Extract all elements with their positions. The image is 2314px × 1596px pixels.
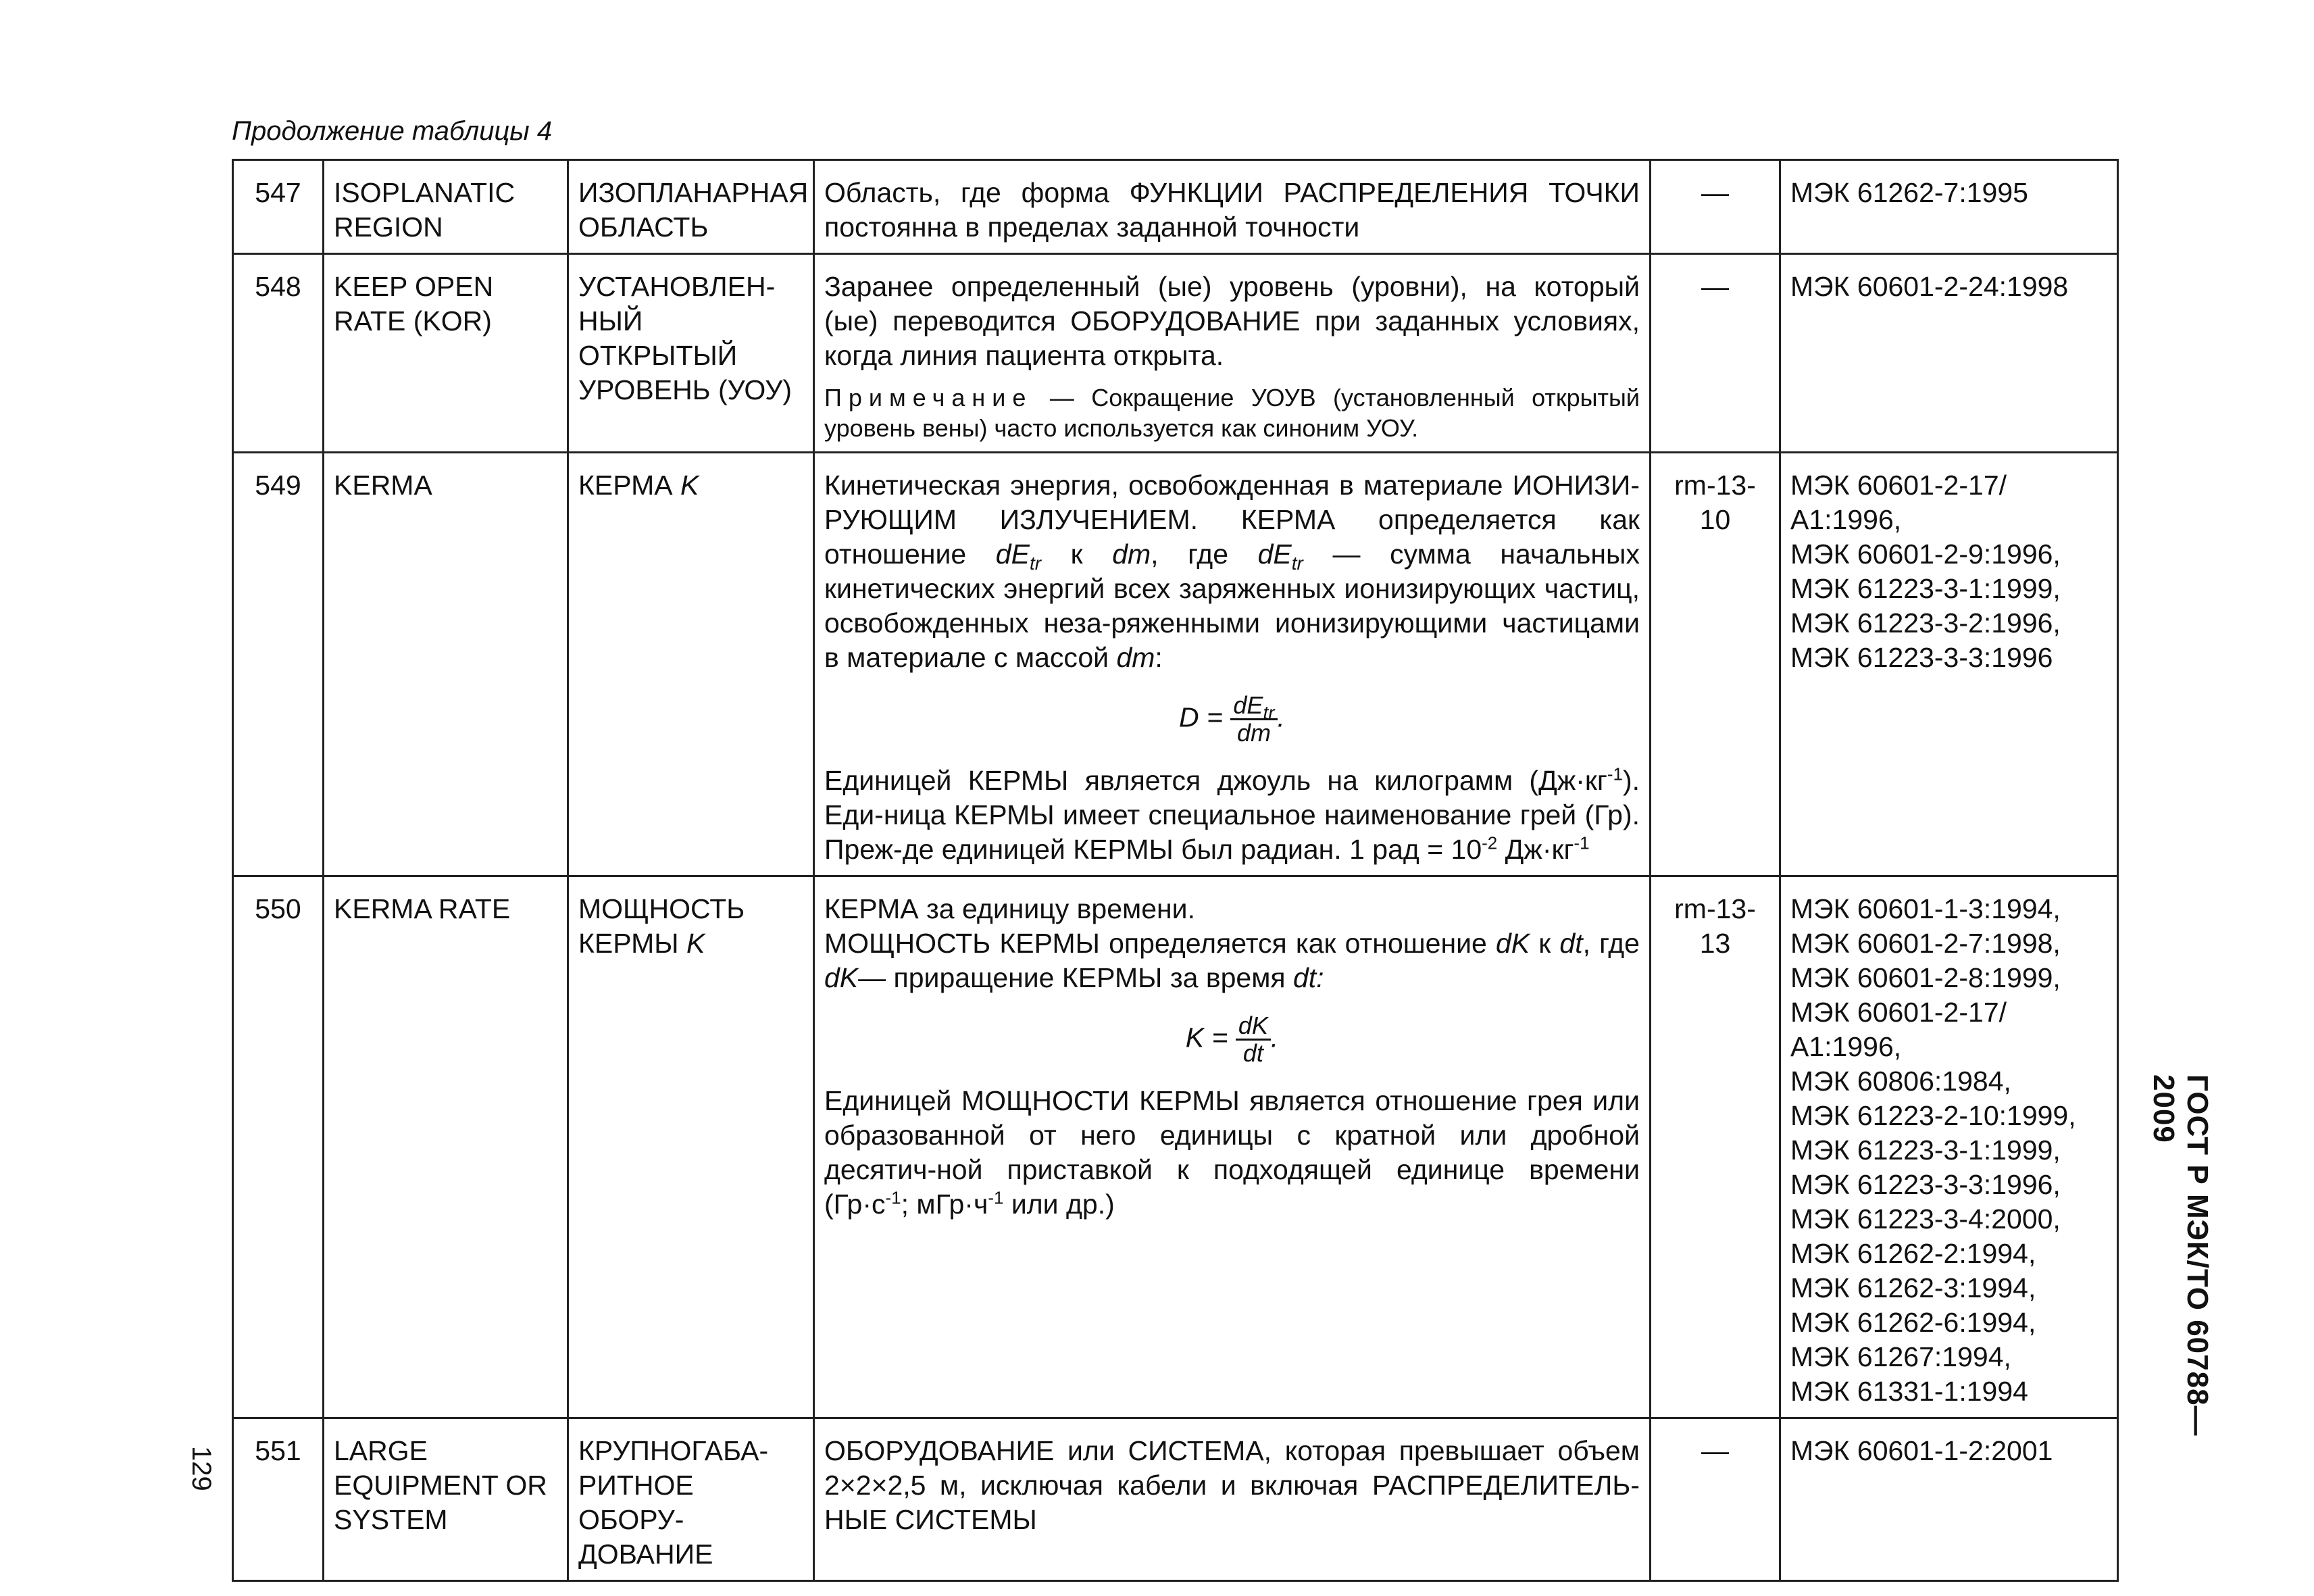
symbol-dK: dK [824, 962, 859, 993]
term-english: KEEP OPEN RATE (KOR) [324, 254, 568, 453]
symbol-dEtr: $dE_{tr}$ [1257, 539, 1303, 574]
reference-item: МЭК 61223-2-10:1999, [1790, 1100, 2076, 1131]
formula-fraction [1230, 693, 1277, 746]
reference-item: МЭК 61223-3-2:1996, [1790, 607, 2061, 639]
term-russian: ИЗОПЛАНАРНАЯ ОБЛАСТЬ [568, 160, 814, 254]
term-code: rm-13-10 [1651, 453, 1780, 876]
note-label: Примечание [824, 384, 1033, 412]
term-references [1780, 453, 2118, 876]
term-russian: КРУПНОГАБА-РИТНОЕ ОБОРУ-ДОВАНИЕ [568, 1418, 814, 1581]
term-russian [568, 453, 814, 876]
reference-item: МЭК 60601-2-17/А1:1996, [1790, 997, 2007, 1062]
def-part: к [1041, 539, 1113, 570]
symbol-dt: dt: [1292, 962, 1324, 993]
reference-item: МЭК 61262-2:1994, [1790, 1238, 2036, 1269]
formula-numerator: $dE_{tr}$ [1230, 693, 1277, 720]
definition-note [824, 382, 1640, 443]
term-english: LARGE EQUIPMENT OR SYSTEM [324, 1418, 568, 1581]
table-row-548 [233, 254, 2118, 453]
term-references: МЭК 61262-7:1995 [1780, 160, 2118, 254]
term-definition [814, 453, 1651, 876]
term-references: МЭК 60601-1-2:2001 [1780, 1418, 2118, 1581]
definition-text-2: МОЩНОСТЬ КЕРМЫ определяется как отношение dK к dt, где dK— приращение КЕРМЫ за время dt: [824, 928, 1640, 993]
page-number: 129 [186, 1446, 216, 1491]
reference-item: МЭК 60601-2-8:1999, [1790, 962, 2061, 993]
term-definition [814, 876, 1651, 1418]
definition-text-1: КЕРМА за единицу времени. [824, 893, 1195, 924]
reference-item: МЭК 60601-2-17/А1:1996, [1790, 470, 2007, 535]
formula-denominator: dm [1236, 719, 1271, 747]
reference-item: МЭК 61262-3:1994, [1790, 1272, 2036, 1303]
def-part: Кинетическая энергия, освобожденная в материале ИОНИЗИ-РУЮЩИМ ИЗЛУЧЕНИЕМ. КЕРМА определяется как отношение [824, 470, 1640, 570]
formula-kerma-rate: K = $\frac{dK}{dt}$ . [1185, 1012, 1279, 1067]
term-code: — [1651, 160, 1780, 254]
reference-item: МЭК 61223-3-1:1999, [1790, 573, 2061, 604]
reference-item: МЭК 60601-1-3:1994, [1790, 893, 2061, 924]
definition-unit-text: Единицей КЕРМЫ является джоуль на килограмм $(Дж\cdot кг^{-1})$. Еди-ница КЕРМЫ имеет специальное наименование грей (Гр). Преж-де единицей КЕРМЫ был радиан. 1 рад = $10^{-2}$ $Дж\cdot кг^{-1}$ [824, 764, 1640, 865]
formula-lhs: D = [1179, 701, 1223, 733]
reference-item: МЭК 61223-3-4:2000, [1790, 1203, 2061, 1235]
reference-item: МЭК 61223-3-3:1996 [1790, 642, 2053, 673]
term-russian: УСТАНОВЛЕН-НЫЙ ОТКРЫТЫЙ УРОВЕНЬ (УОУ) [568, 254, 814, 453]
russian-name: МОЩНОСТЬ КЕРМЫ [578, 893, 745, 959]
symbol-dm: dm [1116, 642, 1155, 673]
reference-item: МЭК 61223-3-1:1999, [1790, 1134, 2061, 1166]
table-row-547 [233, 160, 2118, 254]
term-definition: Область, где форма ФУНКЦИИ РАСПРЕДЕЛЕНИЯ ТОЧКИ постоянна в пределах заданной точности [814, 160, 1651, 254]
term-english: KERMA RATE [324, 876, 568, 1418]
russian-symbol: K [680, 470, 699, 501]
term-references: МЭК 60601-2-24:1998 [1780, 254, 2118, 453]
symbol-dEtr: $dE_{tr}$ [995, 539, 1042, 574]
formula-denominator: dt [1242, 1039, 1263, 1067]
term-number: 548 [233, 254, 324, 453]
reference-item: МЭК 61331-1:1994 [1790, 1376, 2028, 1407]
reference-item: МЭК 60601-2-7:1998, [1790, 928, 2061, 959]
formula-kerma: D = $\frac{dE_{tr}}{dm}$ . [1179, 691, 1285, 747]
symbol-dK: dK [1495, 928, 1530, 959]
table-caption: Продолжение таблицы 4 [232, 116, 553, 146]
russian-symbol: K [686, 928, 705, 959]
symbol-dm: dm [1112, 539, 1151, 570]
reference-item: МЭК 61262-6:1994, [1790, 1307, 2036, 1338]
formula-fraction [1236, 1013, 1271, 1066]
definition-unit-text: Единицей МОЩНОСТИ КЕРМЫ является отношение грея или образованной от него единицы с кратной или дробной десятич-ной приставкой к подходящей единице времени ($Гр\cdot с^{-1}$; $мГр\cdot ч^{-1}$ или др.) [824, 1085, 1640, 1220]
formula-numerator: dK [1236, 1013, 1271, 1041]
terms-table [232, 159, 2119, 1582]
document-side-header: ГОСТ Р МЭК/ТО 60788—2009 [2147, 1074, 2214, 1437]
definition-text [824, 468, 1640, 675]
note-text: — Сокращение УОУВ (установленный открытый уровень вены) часто используется как синоним УОУ. [824, 384, 1640, 442]
symbol-dt: dt [1559, 928, 1583, 959]
term-number: 550 [233, 876, 324, 1418]
term-code: rm-13-13 [1651, 876, 1780, 1418]
def-part: : [1155, 642, 1163, 673]
term-number: 551 [233, 1418, 324, 1581]
term-code: — [1651, 1418, 1780, 1581]
reference-item: МЭК 60601-2-9:1996, [1790, 539, 2061, 570]
reference-item: МЭК 60806:1984, [1790, 1066, 2011, 1097]
reference-item: МЭК 61223-3-3:1996, [1790, 1169, 2061, 1200]
term-number: 547 [233, 160, 324, 254]
term-english: ISOPLANATIC REGION [324, 160, 568, 254]
term-english: KERMA [324, 453, 568, 876]
table-row-549 [233, 453, 2118, 876]
table-row-551 [233, 1418, 2118, 1581]
term-definition: ОБОРУДОВАНИЕ или СИСТЕМА, которая превышает объем 2×2×2,5 м, исключая кабели и включая РАСПРЕДЕЛИТЕЛЬ-НЫЕ СИСТЕМЫ [814, 1418, 1651, 1581]
definition-text: Заранее определенный (ые) уровень (уровни), на который (ые) переводится ОБОРУДОВАНИЕ при заданных условиях, когда линия пациента открыта. [824, 271, 1640, 371]
formula-lhs: K = [1185, 1022, 1228, 1053]
term-russian [568, 876, 814, 1418]
def-part: — сумма начальных кинетических энергий всех заряженных ионизирующих частиц, освобожденных неза-ряженными ионизирующими частицами в материале с массой [824, 539, 1640, 673]
term-definition [814, 254, 1651, 453]
table-row-550 [233, 876, 2118, 1418]
russian-name: КЕРМА [578, 470, 673, 501]
def-part: , где [1151, 539, 1258, 570]
term-code: — [1651, 254, 1780, 453]
term-references [1780, 876, 2118, 1418]
reference-item: МЭК 61267:1994, [1790, 1341, 2011, 1372]
term-number: 549 [233, 453, 324, 876]
